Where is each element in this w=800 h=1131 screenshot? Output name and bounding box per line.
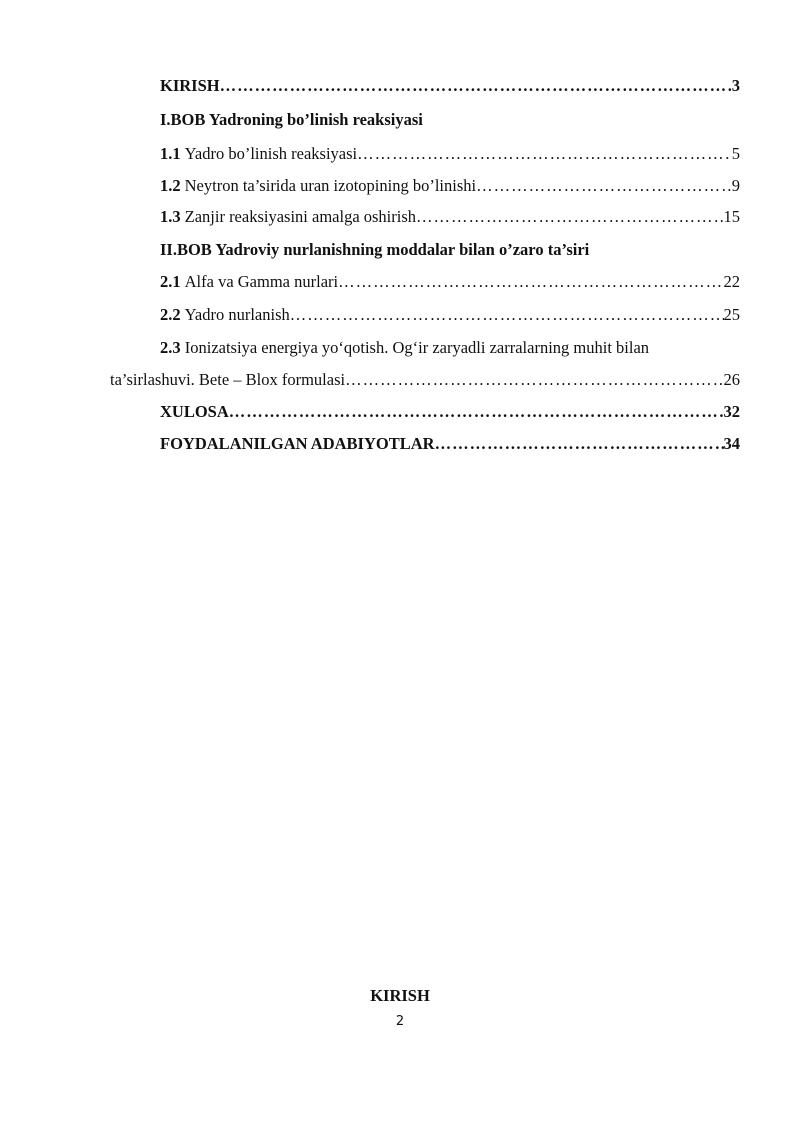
- toc-leader-dots: [229, 402, 724, 422]
- toc-leader-dots: [338, 272, 723, 292]
- toc-entry-xulosa: [160, 402, 740, 422]
- toc-entry-adabiyotlar: [160, 434, 740, 454]
- toc-title: Yadro nurlanish: [184, 305, 290, 324]
- toc-title: KIRISH: [160, 76, 220, 95]
- toc-entry-kirish: [160, 76, 740, 96]
- toc-leader-dots: [357, 144, 732, 164]
- toc-leader-dots: [290, 305, 724, 325]
- chapter-heading-1: I.BOB Yadroning bo’linish reaksiyasi: [160, 110, 423, 129]
- toc-page: 34: [723, 434, 740, 453]
- toc-number: 2.3: [160, 338, 181, 357]
- toc-page: 5: [731, 144, 740, 163]
- toc-page: 3: [731, 76, 740, 95]
- toc-entry-1-3: [160, 207, 740, 227]
- toc-entry-2-1: [160, 272, 740, 292]
- toc-entry-2-3-line2: [110, 370, 740, 390]
- toc-page: 15: [723, 207, 740, 226]
- toc-title: Ionizatsiya energiya yo‘qotish. Og‘ir zaryadli zarralarning muhit bilan: [184, 338, 650, 357]
- page-number: 2: [395, 1014, 405, 1029]
- toc-number: 1.1: [160, 144, 181, 163]
- toc-entry-2-2: [160, 305, 740, 325]
- toc-title: Zanjir reaksiyasini amalga oshirish: [184, 207, 417, 226]
- toc-title: Neytron ta’sirida uran izotopining bo’linishi: [184, 176, 477, 195]
- toc-title: ta’sirlashuvi. Bete – Blox formulasi: [110, 370, 346, 389]
- toc-number: 1.2: [160, 176, 181, 195]
- toc-title: FOYDALANILGAN ADABIYOTLAR: [160, 434, 435, 453]
- chapter-heading-2: II.BOB Yadroviy nurlanishning moddalar bilan o’zaro ta’siri: [160, 240, 590, 259]
- toc-title: Alfa va Gamma nurlari: [184, 272, 339, 291]
- toc-entry-1-1: [160, 144, 740, 164]
- toc-page: 22: [723, 272, 740, 291]
- toc-number: 1.3: [160, 207, 181, 226]
- toc-page: 26: [723, 370, 740, 389]
- toc-leader-dots: [435, 434, 724, 454]
- toc-title: XULOSA: [160, 402, 229, 421]
- toc-entry-2-3-line1: [160, 338, 649, 358]
- toc-page: 9: [731, 176, 740, 195]
- toc-leader-dots: [476, 176, 732, 196]
- toc-title: Yadro bo’linish reaksiyasi: [184, 144, 358, 163]
- toc-number: 2.2: [160, 305, 181, 324]
- toc-leader-dots: [345, 370, 723, 390]
- toc-number: 2.1: [160, 272, 181, 291]
- toc-entry-1-2: [160, 176, 740, 196]
- toc-page: 25: [723, 305, 740, 324]
- toc-leader-dots: [416, 207, 723, 227]
- toc-leader-dots: [220, 76, 732, 96]
- section-heading-kirish: KIRISH: [370, 986, 430, 1005]
- toc-page: 32: [723, 402, 740, 421]
